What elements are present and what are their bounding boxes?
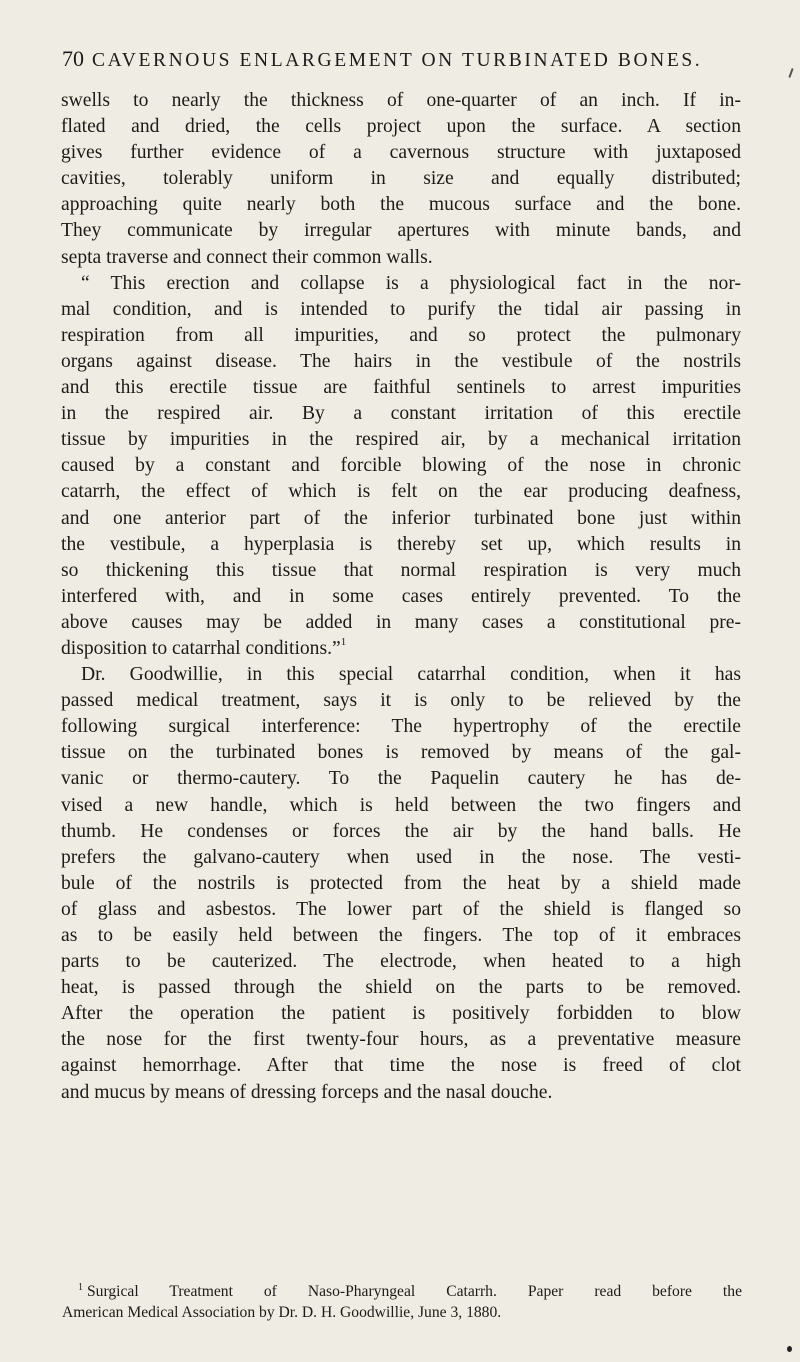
text-line: gives further evidence of a cavernous structure with juxtaposed bbox=[61, 142, 741, 164]
text-line: of glass and asbestos. The lower part of the shield is flanged so bbox=[61, 898, 741, 920]
text-line: vanic or thermo-cautery. To the Paquelin cautery he has de- bbox=[61, 768, 741, 790]
text-line: as to be easily held between the fingers. The top of it embraces bbox=[61, 925, 741, 946]
text-line: and mucus by means of dressing forceps and the nasal douche. bbox=[61, 1081, 553, 1103]
text-line: against hemorrhage. After that time the nose is freed of clot bbox=[61, 1055, 741, 1077]
text-line: septa traverse and connect their common walls. bbox=[61, 246, 433, 268]
ink-speck bbox=[787, 1346, 792, 1352]
text-line: in the respired air. By a constant irritation of this erectile bbox=[61, 403, 741, 425]
text-line: flated and dried, the cells project upon the surface. A section bbox=[61, 116, 741, 138]
text-line: They communicate by irregular apertures with minute bands, and bbox=[61, 220, 741, 242]
body-text bbox=[61, 88, 741, 1106]
text-line: After the operation the patient is positively forbidden to blow bbox=[61, 1003, 741, 1025]
text-line: vised a new handle, which is held between the two fingers and bbox=[61, 794, 741, 816]
text-line: and one anterior part of the inferior turbinated bone just within bbox=[61, 507, 741, 529]
text-line: disposition to catarrhal conditions.” bbox=[61, 637, 341, 659]
footnote-marker: 1 bbox=[78, 1282, 83, 1293]
text-line: “ This erection and collapse is a physiological fact in the nor- bbox=[81, 272, 741, 294]
text-line: cavities, tolerably uniform in size and equally distributed; bbox=[61, 168, 741, 190]
running-title: CAVERNOUS ENLARGEMENT ON TURBINATED BONES. bbox=[92, 50, 703, 71]
text-line: the nose for the first twenty-four hours, as a preventative measure bbox=[61, 1029, 741, 1051]
text-line: swells to nearly the thickness of one-quarter of an inch. If in- bbox=[61, 90, 741, 111]
page-number: 70 bbox=[62, 46, 84, 71]
footnote-line: American Medical Association by Dr. D. H. Goodwillie, June 3, 1880. bbox=[62, 1304, 502, 1321]
text-line: above causes may be added in many cases a constitutional pre- bbox=[61, 611, 741, 633]
text-line: interfered with, and in some cases entirely prevented. To the bbox=[61, 585, 741, 607]
text-line: caused by a constant and forcible blowing of the nose in chronic bbox=[61, 455, 741, 477]
text-line: tissue on the turbinated bones is removed by means of the gal- bbox=[61, 742, 741, 764]
text-line: the vestibule, a hyperplasia is thereby set up, which results in bbox=[61, 533, 741, 555]
text-line: catarrh, the effect of which is felt on the ear producing deafness, bbox=[61, 481, 741, 503]
text-line: organs against disease. The hairs in the vestibule of the nostrils bbox=[61, 350, 741, 372]
text-line: bule of the nostrils is protected from the heat by a shield made bbox=[61, 872, 741, 894]
text-line: thumb. He condenses or forces the air by the hand balls. He bbox=[61, 820, 741, 842]
text-line: respiration from all impurities, and so protect the pulmonary bbox=[61, 324, 741, 346]
text-line: tissue by impurities in the respired air, by a mechanical irritation bbox=[61, 429, 741, 451]
footnote-reference: 1 bbox=[340, 635, 347, 648]
running-head bbox=[62, 46, 744, 74]
text-line: prefers the galvano-cautery when used in the nose. The vesti- bbox=[61, 846, 741, 868]
text-line: approaching quite nearly both the mucous surface and the bone. bbox=[61, 194, 741, 216]
ink-speck bbox=[788, 68, 793, 78]
text-line: so thickening this tissue that normal respiration is very much bbox=[61, 559, 741, 581]
text-line: heat, is passed through the shield on the parts to be removed. bbox=[61, 977, 741, 999]
text-line: parts to be cauterized. The electrode, when heated to a high bbox=[61, 951, 741, 973]
text-line-with-footnote-ref bbox=[61, 636, 741, 662]
text-line: following surgical interference: The hypertrophy of the erectile bbox=[61, 716, 741, 738]
text-line: mal condition, and is intended to purify the tidal air passing in bbox=[61, 298, 741, 320]
footnote-text: Surgical Treatment of Naso-Pharyngeal Catarrh. Paper read before the bbox=[87, 1283, 742, 1300]
text-line: passed medical treatment, says it is only to be relieved by the bbox=[61, 690, 741, 712]
footnote bbox=[62, 1281, 742, 1323]
text-line: and this erectile tissue are faithful sentinels to arrest impurities bbox=[61, 377, 741, 399]
text-line: Dr. Goodwillie, in this special catarrhal condition, when it has bbox=[81, 664, 741, 686]
footnote-line bbox=[62, 1281, 742, 1302]
